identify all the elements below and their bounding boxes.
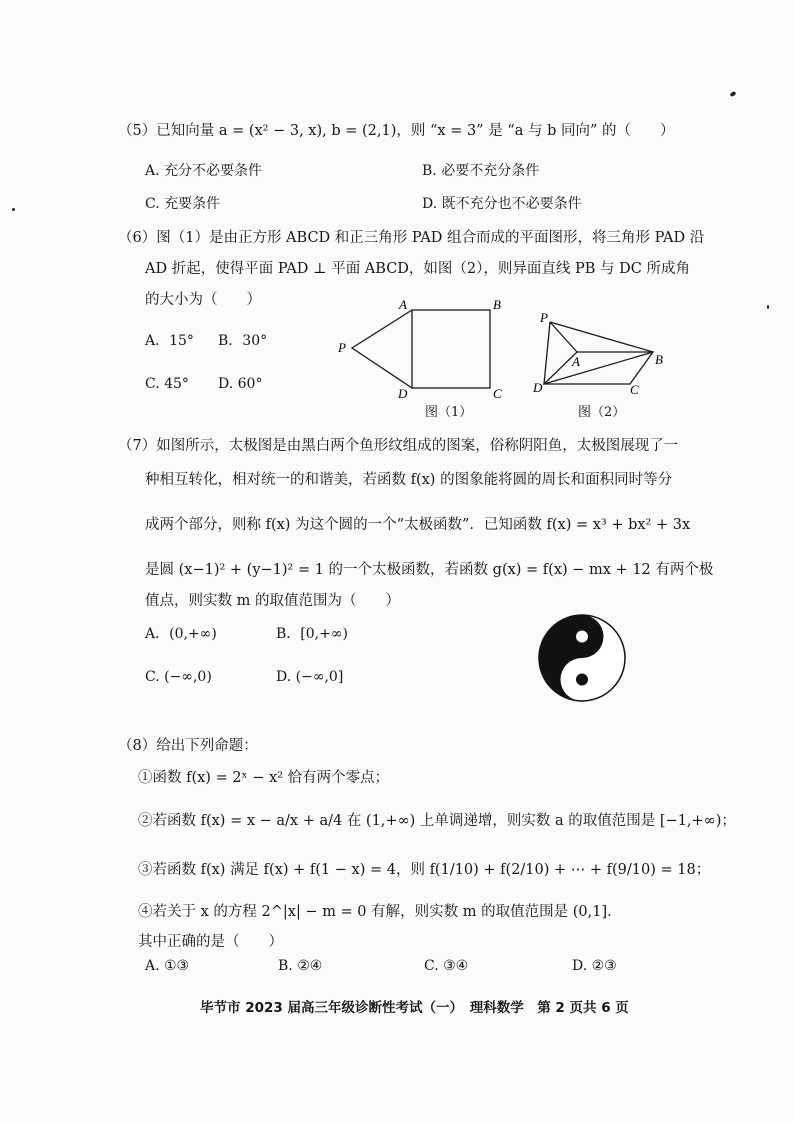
q5-option-d: D. 既不充分也不必要条件: [422, 196, 582, 212]
fig1-triangle-pad: [352, 310, 412, 388]
q6-stem-line1: （6）图（1）是由正方形 ABCD 和正三角形 PAD 组合而成的平面图形，将三角形 PAD 沿: [118, 230, 705, 246]
q8-option-c: C. ③④: [424, 958, 469, 974]
q8-proposition-2: ②若函数 f(x) = x − a/x + a/4 在 (1,+∞) 上单调递增，则实数 a 的取值范围是 [−1,+∞)；: [138, 813, 736, 829]
fig2-edge-pd: [544, 322, 550, 384]
figure-1: [335, 296, 515, 402]
q7-stem-line5: 值点，则实数 m 的取值范围为（ ）: [145, 593, 400, 609]
scan-speck: [12, 208, 15, 211]
q6-option-b: B．30°: [218, 333, 268, 349]
fig1-caption: 图（1）: [425, 405, 473, 420]
q7-option-c: C. (−∞,0): [145, 669, 212, 685]
q6-option-a: A．15°: [145, 333, 194, 349]
scan-speck: [729, 91, 736, 98]
q6-option-d: D. 60°: [218, 376, 263, 392]
q8-ask: 其中正确的是（ ）: [138, 934, 283, 950]
q8-proposition-3: ③若函数 f(x) 满足 f(x) + f(1 − x) = 4，则 f(1/10) + f(2/10) + ⋯ + f(9/10) = 18；: [138, 862, 711, 878]
q7-stem-line3: 成两个部分，则称 f(x) 为这个圆的一个“太极函数”．已知函数 f(x) = x³ + bx² + 3x: [145, 517, 691, 533]
fig1-label-p: P: [338, 340, 346, 355]
fig2-label-p: P: [540, 310, 548, 325]
figure-2: [530, 308, 680, 394]
q7-option-d: D. (−∞,0]: [276, 669, 344, 685]
q6-option-c: C. 45°: [145, 376, 189, 392]
page-footer: 毕节市 2023 届高三年级诊断性考试（一） 理科数学 第 2 页共 6 页: [200, 1000, 629, 1016]
fig2-label-b: B: [655, 352, 663, 367]
q5-option-a: A. 充分不必要条件: [145, 163, 263, 179]
fig2-label-a: A: [572, 354, 580, 369]
fig2-label-c: C: [630, 382, 639, 394]
q7-option-b: B．[0,+∞): [276, 626, 348, 642]
scan-speck: [767, 305, 769, 309]
fig1-label-a: A: [399, 297, 407, 312]
q8-proposition-1: ①函数 f(x) = 2ˣ − x² 恰有两个零点；: [138, 770, 390, 786]
q7-stem-line2: 种相互转化，相对统一的和谐美，若函数 f(x) 的图象能将圆的周长和面积同时等分: [145, 472, 673, 488]
fig2-caption: 图（2）: [578, 405, 626, 420]
q8-option-d: D. ②③: [572, 958, 617, 974]
fig2-label-d: D: [533, 380, 543, 394]
q7-option-a: A．(0,+∞): [145, 626, 217, 642]
q6-stem-line2: AD 折起，使得平面 PAD ⊥ 平面 ABCD，如图（2），则异面直线 PB 与 DC 所成角: [145, 261, 690, 277]
q5-stem: （5）已知向量 a = (x² − 3, x), b = (2,1)，则 “x = 3” 是 “a 与 b 同向” 的（ ）: [118, 123, 675, 139]
taiji-symbol: [537, 613, 627, 703]
fig1-label-b: B: [493, 297, 501, 312]
q8-option-a: A. ①③: [145, 958, 190, 974]
fig1-label-c: C: [493, 386, 502, 401]
q6-stem-line3: 的大小为（ ）: [145, 292, 261, 308]
q7-stem-line1: （7）如图所示，太极图是由黑白两个鱼形纹组成的图案，俗称阴阳鱼，太极图展现了一: [118, 438, 679, 454]
fig1-label-d: D: [398, 386, 408, 401]
q5-option-c: C. 充要条件: [145, 196, 221, 212]
q5-option-b: B. 必要不充分条件: [422, 163, 540, 179]
q8-proposition-4: ④若关于 x 的方程 2^|x| − m = 0 有解，则实数 m 的取值范围是 (0,1]．: [138, 904, 622, 920]
q8-stem: （8）给出下列命题：: [118, 738, 258, 754]
fig2-edge-pb: [550, 322, 653, 352]
q7-stem-line4: 是圆 (x−1)² + (y−1)² = 1 的一个太极函数，若函数 g(x) = f(x) − mx + 12 有两个极: [145, 562, 714, 578]
fig1-square-abcd: [412, 310, 490, 388]
q8-option-b: B. ②④: [278, 958, 323, 974]
